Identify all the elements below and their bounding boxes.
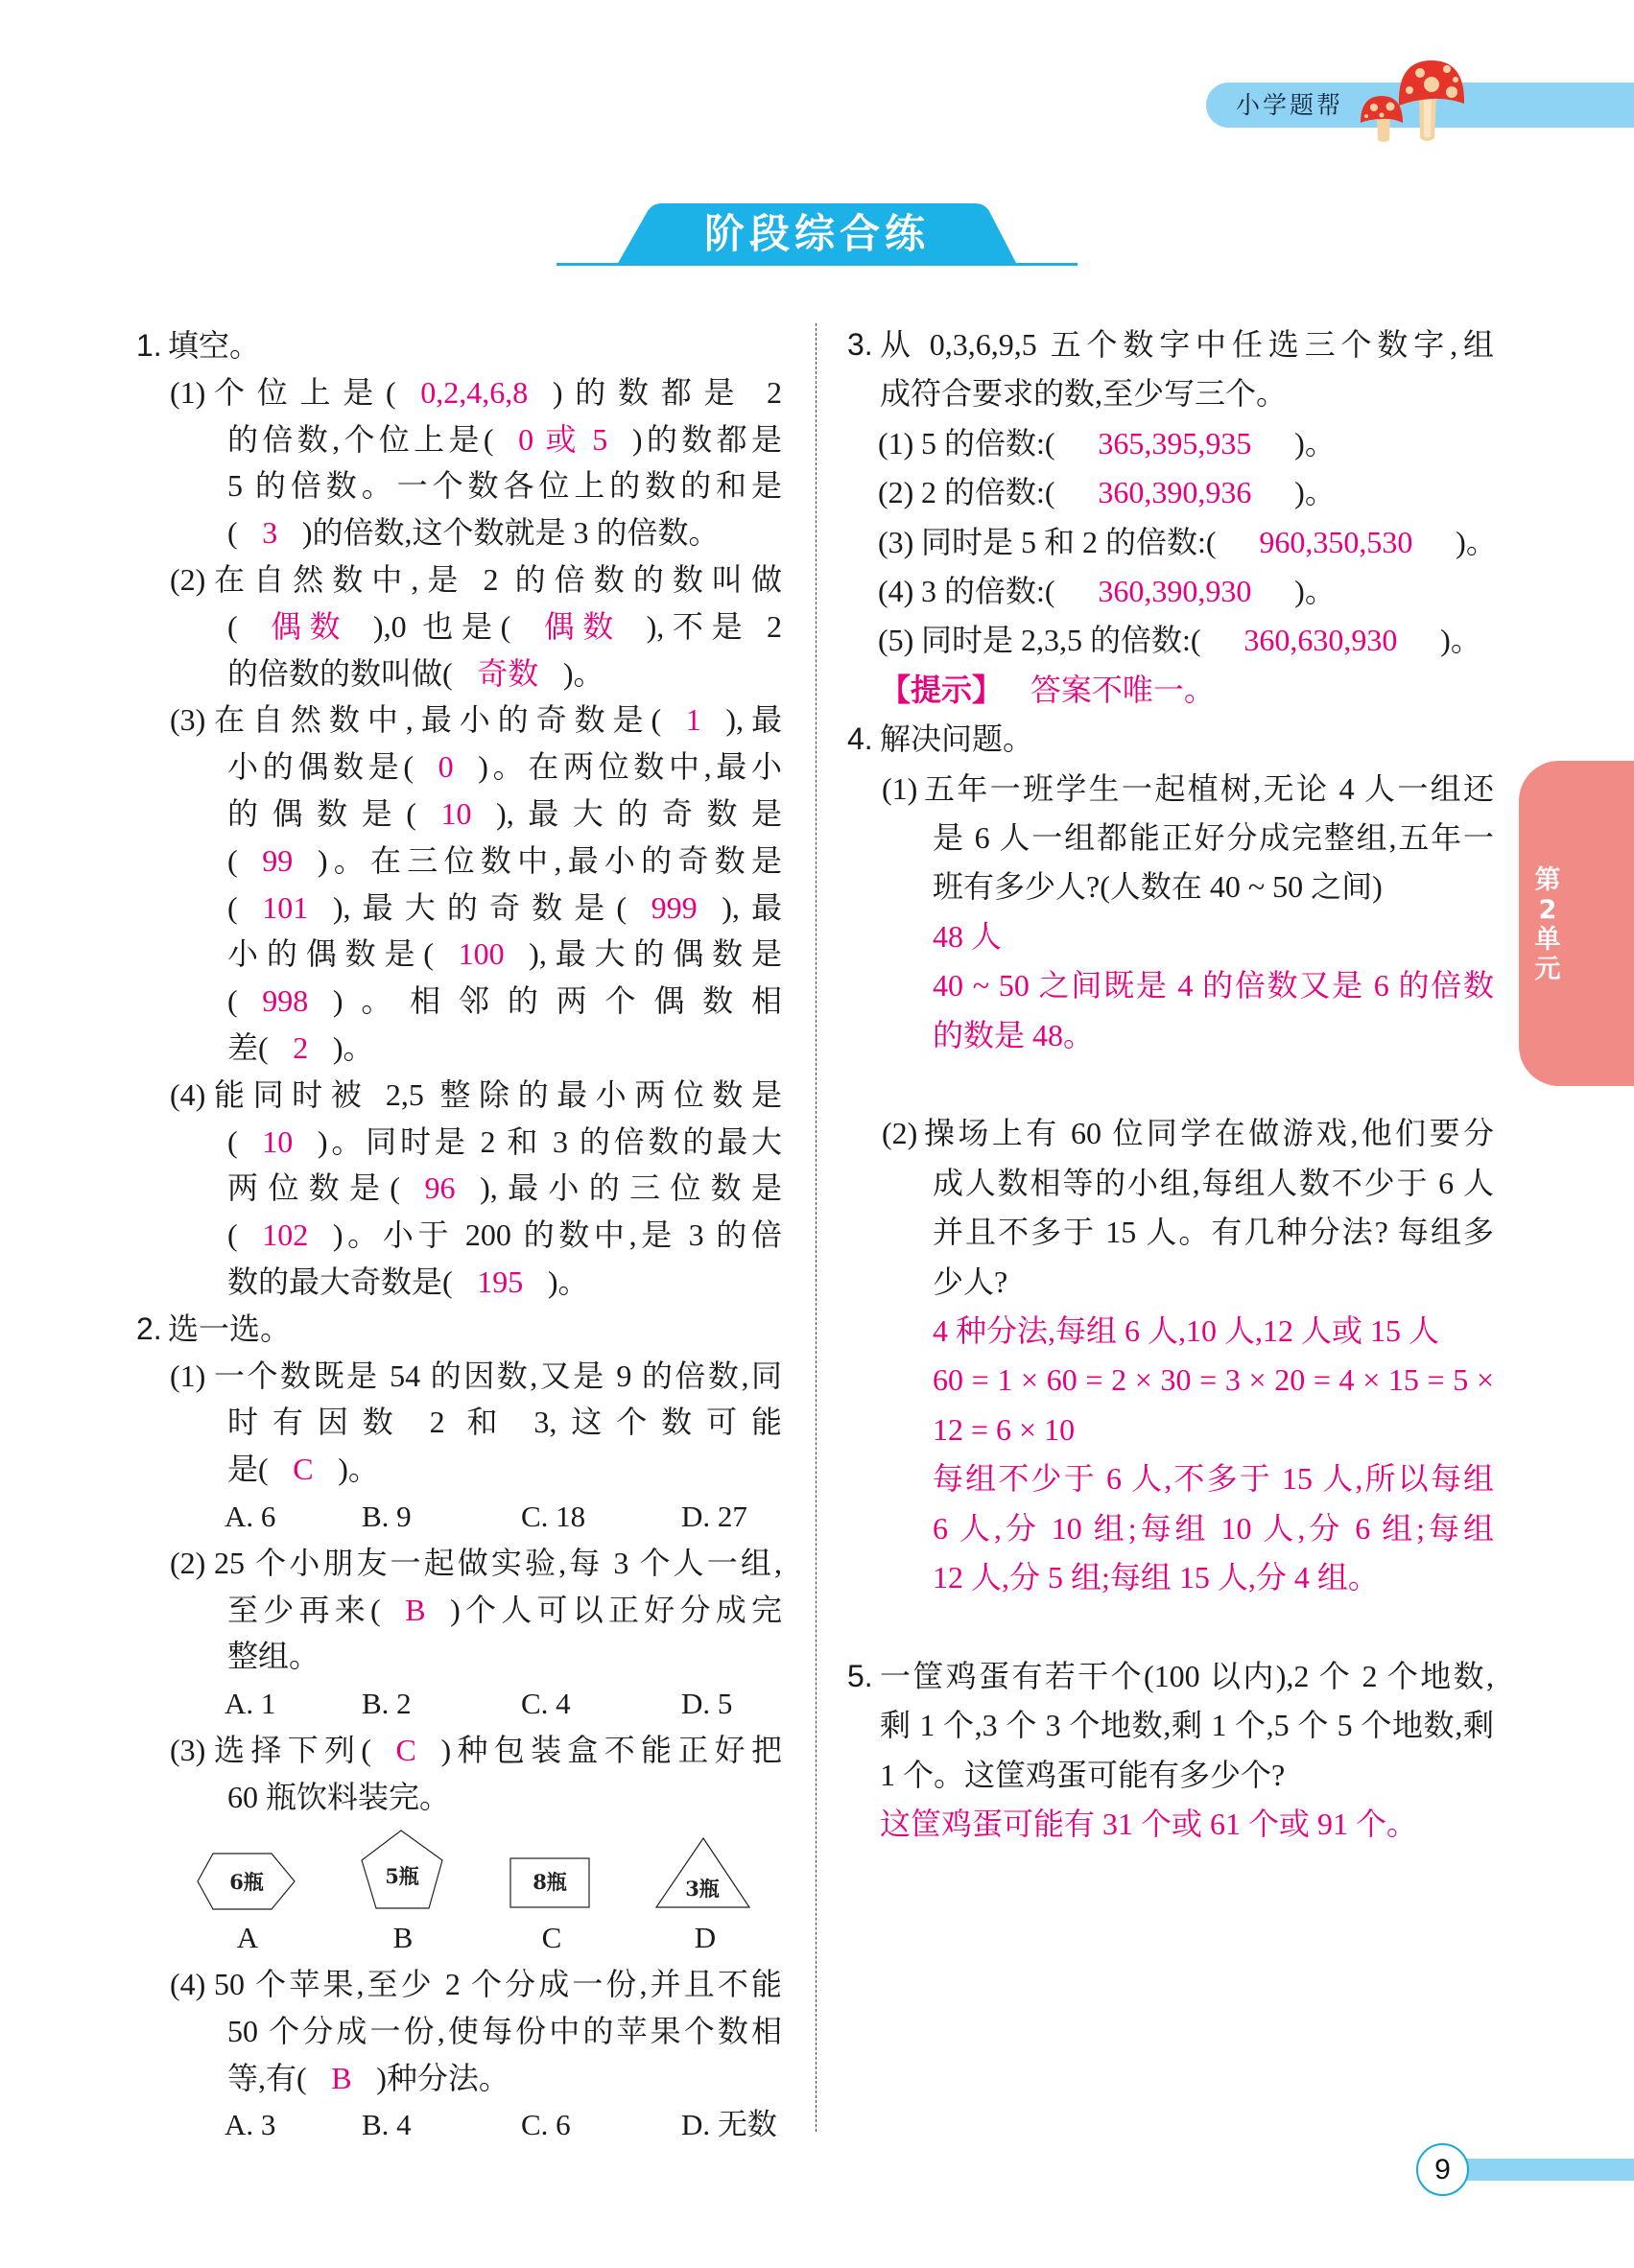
answer-text: 60 = 1 × 60 = 2 × 30 = 3 × 20 = 4 × 15 = 5 × <box>933 1362 1494 1397</box>
question-text: 的倍数的数叫做( <box>227 656 453 691</box>
question-text: 至少再来( <box>227 1593 381 1627</box>
answer-text: 偶数 <box>534 609 622 644</box>
answer-text: 99 <box>262 843 294 878</box>
answer-text: B <box>405 1593 426 1627</box>
question-text: 25 个小朋友一起做实验,每 3 个人一组, <box>214 1546 782 1580</box>
question-text: )。 <box>332 1030 374 1065</box>
answer-text: 每组不少于 6 人,不多于 15 人,所以每组 <box>933 1461 1494 1496</box>
q1-item3-line2 <box>227 744 782 791</box>
answer-text: 奇数 <box>477 656 539 691</box>
option-b: B. 9 <box>362 1500 412 1533</box>
q2-item4-line1 <box>170 1961 782 2008</box>
question-title: 解决问题。 <box>880 721 1034 756</box>
q3-item4 <box>878 567 1336 616</box>
q1-item1-line2 <box>227 416 782 463</box>
answer-text: C <box>293 1452 314 1486</box>
answer-text: C <box>395 1733 416 1767</box>
answer-text: 360,630,930 <box>1243 623 1398 657</box>
q4-item1-line2 <box>933 814 1494 862</box>
q4-item2-answer5 <box>933 1504 1494 1553</box>
option-b: B. 2 <box>362 1687 412 1720</box>
question-text: ),最 <box>722 890 782 925</box>
question-text: )。 <box>562 656 604 691</box>
q2-item3-line2 <box>227 1774 782 1821</box>
question-text: 50 个苹果,至少 2 个分成一份,并且不能 <box>214 1967 782 2001</box>
question-text: 5 的倍数。一个数各位上的数的和是 <box>227 468 782 503</box>
question-4-title <box>847 715 1033 764</box>
question-text: ),不是 2 <box>646 609 782 644</box>
question-3-line1 <box>847 320 1494 369</box>
q2-item4-line3 <box>227 2055 782 2102</box>
q1-item3-line4 <box>227 838 782 885</box>
question-text: )。 <box>1440 623 1481 657</box>
q3-item1 <box>878 419 1336 468</box>
box-d-label: 3瓶 <box>685 1877 720 1901</box>
question-text: 同时是 5 和 2 的倍数:( <box>921 525 1217 559</box>
q4-item2-line2 <box>933 1159 1494 1208</box>
q4-item2-line1 <box>882 1109 1494 1158</box>
unit-tab-char: 单 <box>1534 925 1561 955</box>
q1-item3-line6 <box>227 931 782 978</box>
question-text: )的数都是 2 <box>552 375 782 410</box>
q4-item1-answer3 <box>933 1011 1494 1060</box>
q4-item2-answer4 <box>933 1454 1494 1503</box>
answer-text: 4 种分法,每组 6 人,10 人,12 人或 15 人 <box>933 1313 1440 1348</box>
answer-text: 0 <box>438 749 454 784</box>
q2-item4-line2 <box>227 2008 782 2055</box>
answer-text: 偶数 <box>262 609 349 644</box>
option-b: B. 4 <box>362 2108 412 2141</box>
question-5-line1 <box>847 1652 1494 1701</box>
q1-item4-line4 <box>227 1212 782 1259</box>
question-text: 5 的倍数:( <box>921 426 1055 461</box>
question-5-line3 <box>880 1751 1494 1800</box>
question-number: 4. <box>847 721 873 756</box>
item-label: (3) <box>878 525 914 559</box>
answer-text: 的数是 48。 <box>933 1018 1095 1052</box>
hint-text: 答案不唯一。 <box>1030 673 1215 707</box>
question-text: 时有因数 2 和 3,这个数可能 <box>227 1405 782 1439</box>
box-letter-a: A <box>236 1921 259 1954</box>
question-text: ),最小的三位数是 <box>480 1170 782 1205</box>
question-text: 1 个。这筐鸡蛋可能有多少个? <box>880 1758 1286 1792</box>
question-text: 在自然数中,是 2 的倍数的数叫做 <box>214 562 782 597</box>
box-a-label: 6瓶 <box>229 1870 264 1894</box>
question-text: 一筐鸡蛋有若干个(100 以内),2 个 2 个地数, <box>880 1659 1494 1693</box>
question-text: )的倍数,这个数就是 3 的倍数。 <box>301 515 720 550</box>
question-text: 2 的倍数:( <box>921 475 1055 509</box>
q1-item1-line1 <box>170 369 782 416</box>
q4-item2-answer2 <box>933 1356 1494 1405</box>
question-text: 小的偶数是( <box>227 749 414 784</box>
item-label: (2) <box>882 1116 918 1150</box>
answer-text: 101 <box>262 890 309 925</box>
question-text: )。在三位数中,最小的奇数是 <box>317 843 782 878</box>
question-text: )。 <box>547 1264 589 1299</box>
question-text: ),最大的奇数是 <box>496 796 782 831</box>
q4-item1-line1 <box>882 765 1494 814</box>
answer-text: 0 或 5 <box>518 422 608 457</box>
question-text: 50 个分成一份,使每份中的苹果个数相 <box>227 2014 782 2048</box>
question-1-title <box>136 322 260 369</box>
option-a: A. 1 <box>225 1687 276 1720</box>
question-text: 差( <box>227 1030 269 1065</box>
q4-item1-answer1 <box>933 912 1494 961</box>
unit-tab <box>1519 761 1634 1086</box>
item-label: (2) <box>170 1546 206 1580</box>
question-number: 3. <box>847 327 873 362</box>
question-text: )的数都是 <box>631 422 782 457</box>
q1-item4-line3 <box>227 1165 782 1212</box>
answer-text: 2 <box>293 1030 309 1065</box>
question-text: 整组。 <box>227 1639 320 1673</box>
unit-tab-char: 第 <box>1534 865 1561 895</box>
q3-hint <box>880 666 1215 715</box>
item-label: (4) <box>170 1077 206 1112</box>
column-divider <box>816 323 817 2132</box>
question-text: ( <box>227 1217 238 1252</box>
question-text: ),最 <box>725 702 782 737</box>
question-title: 填空。 <box>168 328 261 363</box>
page-number-bar <box>1456 2159 1634 2181</box>
answer-text: 195 <box>477 1264 524 1299</box>
box-letter-c: C <box>541 1921 562 1954</box>
q1-item3-line5 <box>227 885 782 932</box>
option-d: D. 5 <box>681 1687 733 1720</box>
q4-item2-answer1 <box>933 1307 1494 1356</box>
answer-text: 960,350,530 <box>1259 525 1413 559</box>
option-c: C. 18 <box>521 1500 586 1533</box>
q1-item4-line1 <box>170 1072 782 1119</box>
box-letter-b: B <box>392 1921 414 1954</box>
item-label: (3) <box>170 1733 206 1767</box>
unit-tab-label <box>1532 865 1563 984</box>
q3-item3 <box>878 518 1497 567</box>
question-text: ( <box>227 515 238 550</box>
question-text: ( <box>227 1124 238 1159</box>
question-text: 60 瓶饮料装完。 <box>227 1780 451 1814</box>
question-text: 剩 1 个,3 个 3 个地数,剩 1 个,5 个 5 个地数,剩 <box>880 1708 1494 1742</box>
item-label: (1) <box>170 375 206 410</box>
q4-item2-answer6 <box>933 1553 1494 1602</box>
question-text: )。在两位数中,最小 <box>478 749 782 784</box>
answer-text: 365,395,935 <box>1098 426 1252 461</box>
q1-item3-line3 <box>227 791 782 838</box>
question-2-title <box>136 1306 291 1353</box>
question-text: 选择下列( <box>214 1733 371 1767</box>
question-text: 是 6 人一组都能正好分成完整组,五年一 <box>933 820 1494 855</box>
q1-item4-line5 <box>227 1259 782 1306</box>
question-text: )。小于 200 的数中,是 3 的倍 <box>332 1217 782 1252</box>
item-label: (4) <box>170 1967 206 2001</box>
item-label: (2) <box>878 475 914 509</box>
option-a: A. 3 <box>225 2108 276 2141</box>
question-text: 成人数相等的小组,每组人数不少于 6 人 <box>933 1166 1494 1200</box>
q4-item2-line4 <box>933 1258 1494 1307</box>
q2-item2-line1 <box>170 1540 782 1587</box>
mushroom-icon <box>1353 56 1473 148</box>
question-text: )。相邻的两个偶数相 <box>332 983 782 1018</box>
answer-text: 96 <box>424 1170 456 1205</box>
question-text: )种包装盒不能正好把 <box>440 1733 782 1767</box>
question-title: 选一选。 <box>168 1311 292 1346</box>
option-c: C. 4 <box>521 1687 571 1720</box>
q1-item2-line1 <box>170 556 782 603</box>
question-text: ),0 也是( <box>372 609 511 644</box>
answer-text: B <box>331 2061 352 2095</box>
question-text: )个人可以正好分成完 <box>450 1593 782 1627</box>
question-text: 数的最大奇数是( <box>227 1264 453 1299</box>
answer-text: 48 人 <box>933 919 1003 954</box>
q3-item5 <box>878 616 1481 665</box>
question-text: 一个数既是 54 的因数,又是 9 的倍数,同 <box>214 1358 782 1393</box>
question-number: 5. <box>847 1659 873 1693</box>
item-label: (1) <box>882 771 918 806</box>
answer-text: 3 <box>262 515 278 550</box>
question-text: 是( <box>227 1452 269 1486</box>
question-text: 能同时被 2,5 整除的最小两位数是 <box>214 1077 782 1112</box>
question-text: )。同时是 2 和 3 的倍数的最大 <box>317 1124 782 1159</box>
question-text: 的倍数,个位上是( <box>227 422 494 457</box>
answer-text: 1 <box>685 702 701 737</box>
q2-item3-line1 <box>170 1727 782 1774</box>
question-text: 的偶数是( <box>227 796 416 831</box>
question-text: 3 的倍数:( <box>921 574 1055 608</box>
unit-tab-char: 2 <box>1538 895 1557 925</box>
q1-item1-line3 <box>227 462 782 509</box>
question-text: 同时是 2,3,5 的倍数:( <box>921 623 1201 657</box>
q4-item1-answer2 <box>933 961 1494 1010</box>
q2-item4-options <box>0 2101 816 2148</box>
question-text: )。 <box>1294 475 1336 509</box>
option-d: D. 无数 <box>681 2108 777 2141</box>
q1-item1-line4 <box>227 509 782 556</box>
answer-text: 360,390,930 <box>1098 574 1252 608</box>
answer-text: 100 <box>458 936 505 971</box>
q1-item3-line1 <box>170 697 782 744</box>
question-text: 从 0,3,6,9,5 五个数字中任选三个数字,组 <box>880 327 1494 362</box>
item-label: (4) <box>878 574 914 608</box>
question-text: 成符合要求的数,至少写三个。 <box>880 376 1288 411</box>
q2-item2-line3 <box>227 1633 782 1680</box>
question-text: )。 <box>1294 574 1336 608</box>
q4-item2-line3 <box>933 1208 1494 1257</box>
q4-item1-line3 <box>933 862 1494 911</box>
answer-text: 10 <box>262 1124 294 1159</box>
question-text: ( <box>227 983 238 1018</box>
question-text: 两位数是( <box>227 1170 400 1205</box>
answer-text: 12 = 6 × 10 <box>933 1412 1076 1447</box>
q2-item1-line1 <box>170 1353 782 1400</box>
q1-item3-line7 <box>227 978 782 1025</box>
answer-text: 998 <box>262 983 309 1018</box>
question-3-line2 <box>880 369 1494 418</box>
question-text: )。 <box>1294 426 1336 461</box>
item-label: (1) <box>878 426 914 461</box>
unit-tab-char: 元 <box>1534 955 1561 984</box>
q1-item2-line3 <box>227 650 782 697</box>
answer-text: 这筐鸡蛋可能有 31 个或 61 个或 91 个。 <box>880 1807 1418 1841</box>
q1-item3-line8 <box>227 1025 782 1072</box>
option-d: D. 27 <box>681 1500 747 1533</box>
question-text: )。 <box>338 1452 379 1486</box>
answer-text: 12 人,分 5 组;每组 15 人,分 4 组。 <box>933 1560 1379 1595</box>
answer-text: 40 ~ 50 之间既是 4 的倍数又是 6 的倍数 <box>933 968 1494 1003</box>
answer-text: 102 <box>262 1217 309 1252</box>
question-text: ( <box>227 890 238 925</box>
brand-label: 小学题帮 <box>1236 91 1344 119</box>
box-letter-d: D <box>694 1921 717 1954</box>
question-text: 少人? <box>933 1264 1008 1299</box>
box-c-label: 8瓶 <box>533 1870 567 1894</box>
option-c: C. 6 <box>521 2108 571 2141</box>
item-label: (5) <box>878 623 914 657</box>
question-text: ),最大的偶数是 <box>529 936 782 971</box>
question-text: 小的偶数是( <box>227 936 434 971</box>
question-text: 等,有( <box>227 2061 307 2095</box>
q2-item2-line2 <box>227 1587 782 1634</box>
item-label: (3) <box>170 702 206 737</box>
question-text: )。 <box>1456 525 1497 559</box>
item-label: (2) <box>170 562 206 597</box>
question-text: ( <box>227 843 238 878</box>
box-b-label: 5瓶 <box>385 1864 419 1888</box>
question-text: )种分法。 <box>376 2061 509 2095</box>
answer-text: 10 <box>440 796 472 831</box>
question-text: ( <box>227 609 238 644</box>
question-5-line2 <box>880 1701 1494 1750</box>
section-title: 阶段综合练 <box>703 210 930 257</box>
hint-label: 【提示】 <box>880 672 1004 708</box>
option-a: A. 6 <box>225 1500 276 1533</box>
question-number: 1. <box>136 328 162 363</box>
answer-text: 999 <box>651 890 698 925</box>
question-5-answer <box>880 1800 1494 1849</box>
item-label: (1) <box>170 1358 206 1393</box>
q3-item2 <box>878 468 1336 517</box>
question-text: 在自然数中,最小的奇数是( <box>214 702 662 737</box>
answer-text: 6 人,分 10 组;每组 10 人,分 6 组;每组 <box>933 1511 1494 1546</box>
question-text: 个位上是( <box>214 375 396 410</box>
q2-item1-line2 <box>227 1399 782 1446</box>
q2-item2-options <box>0 1680 816 1727</box>
question-text: ),最大的奇数是( <box>332 890 628 925</box>
q1-item4-line2 <box>227 1119 782 1166</box>
q2-item1-line3 <box>227 1446 782 1493</box>
q1-item2-line2 <box>227 603 782 650</box>
question-number: 2. <box>136 1311 162 1346</box>
answer-text: 0,2,4,6,8 <box>420 375 529 410</box>
question-text: 操场上有 60 位同学在做游戏,他们要分 <box>924 1116 1494 1150</box>
q2-item1-options <box>0 1493 816 1540</box>
page-number: 9 <box>1416 2143 1469 2196</box>
question-text: 班有多少人?(人数在 40 ~ 50 之间) <box>933 869 1383 904</box>
question-text: 五年一班学生一起植树,无论 4 人一组还 <box>924 771 1494 806</box>
answer-text: 360,390,936 <box>1098 475 1252 509</box>
question-text: 并且不多于 15 人。有几种分法? 每组多 <box>933 1215 1494 1249</box>
q4-item2-answer3 <box>933 1406 1494 1454</box>
